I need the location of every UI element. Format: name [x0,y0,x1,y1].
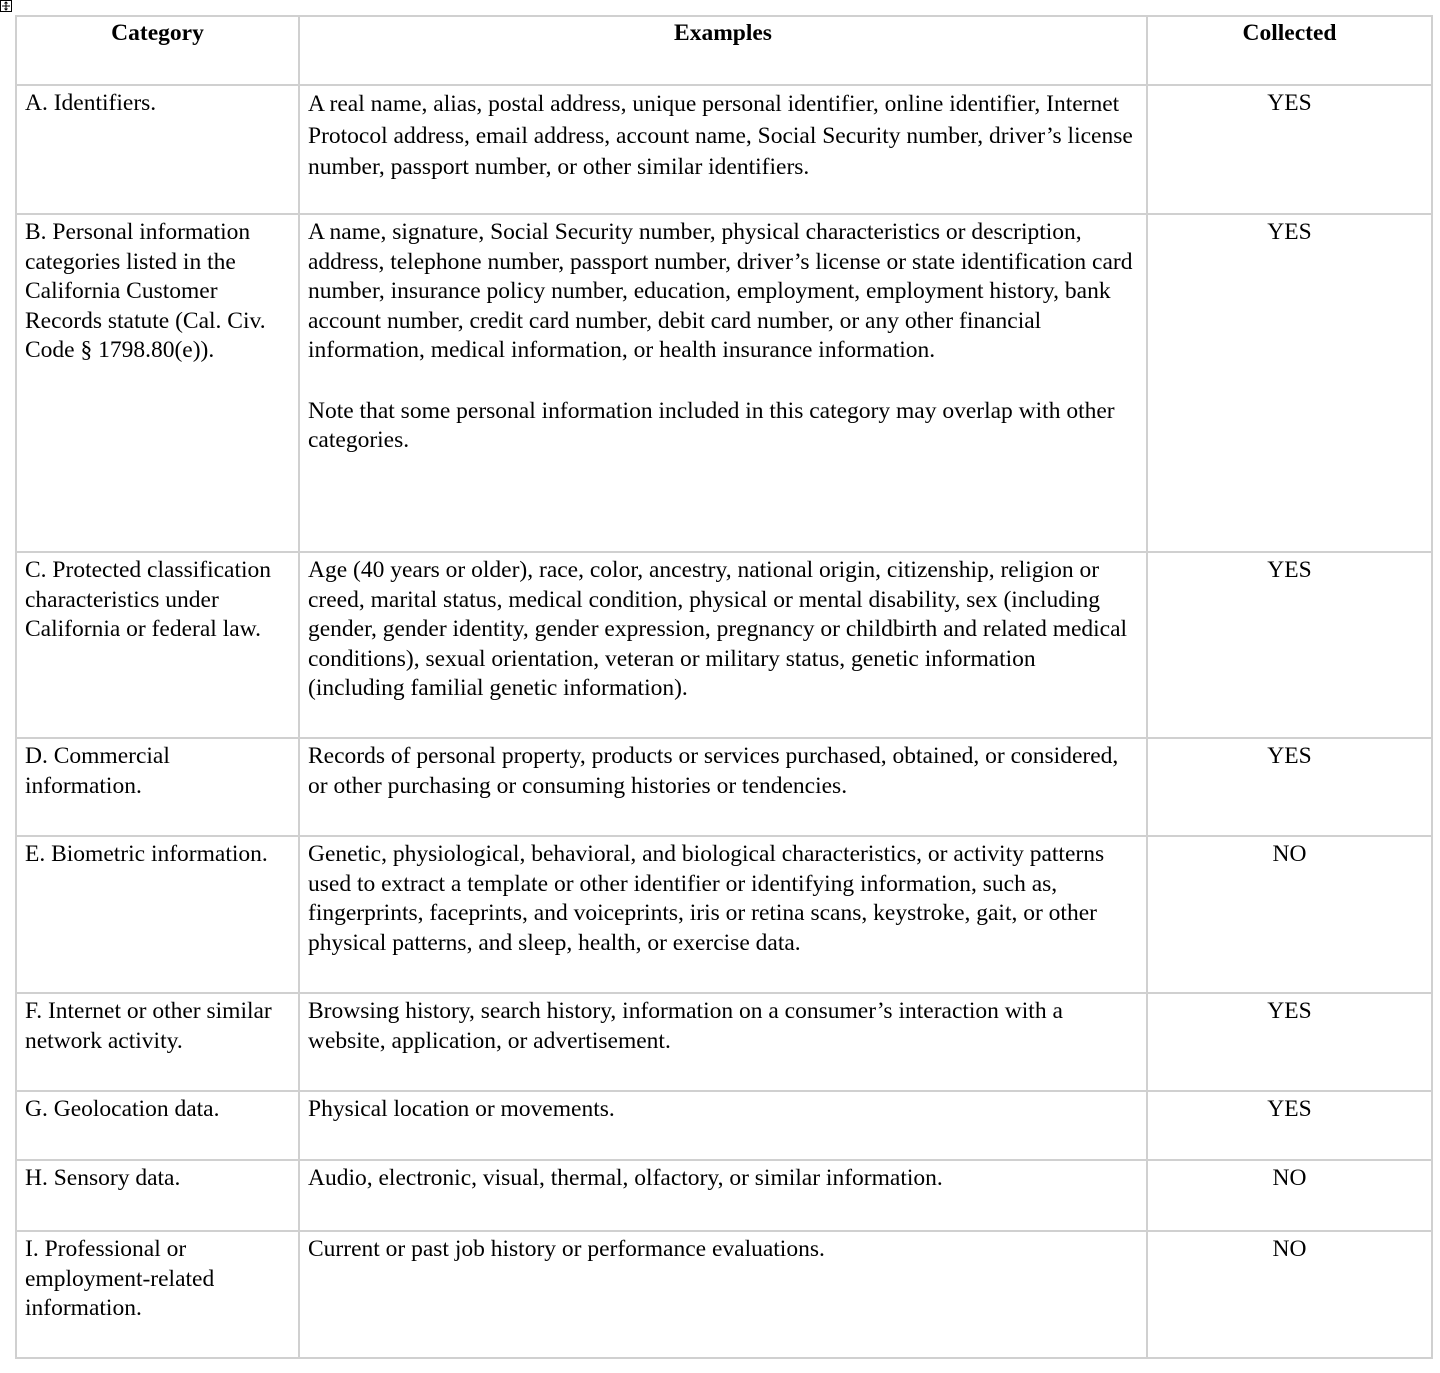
table-row [16,1091,1432,1160]
move-arrows-icon [1,1,11,11]
table-row [16,552,1432,738]
examples-cell [299,214,1147,552]
category-cell: E. Biometric information. [16,836,299,993]
examples-text: Records of personal property, products or services purchased, obtained, or considered, or other purchasing or consuming histories or tendencies. [308,743,1119,799]
examples-text: A name, signature, Social Security number, physical characteristics or description, address, telephone number, passport number, driver’s license or state identification card number, insurance policy number, education, employment, employment history, bank account number, credit card number, debit card number, or any other financial information, medical information, or health insurance information. [308,219,1133,363]
table-header-row [16,16,1432,85]
collected-cell: YES [1147,738,1432,836]
category-cell: I. Professional or employment-related information. [16,1231,299,1358]
examples-note: Note that some personal information included in this category may overlap with other categories. [308,397,1115,453]
collected-cell: NO [1147,836,1432,993]
examples-text: Browsing history, search history, information on a consumer’s interaction with a website, application, or advertisement. [308,998,1063,1054]
header-examples: Examples [299,16,1147,85]
header-collected: Collected [1147,16,1432,85]
category-cell: H. Sensory data. [16,1160,299,1231]
examples-cell [299,85,1147,214]
collected-cell: YES [1147,85,1432,214]
examples-text: Genetic, physiological, behavioral, and biological characteristics, or activity patterns used to extract a template or other identifier or identifying information, such as, fingerprints, faceprints, and voiceprints, iris or retina scans, keystroke, gait, or other physical patterns, and sleep, health, or exercise data. [308,841,1105,956]
category-cell: D. Commercial information. [16,738,299,836]
table-row [16,738,1432,836]
collected-cell: NO [1147,1231,1432,1358]
examples-text: Audio, electronic, visual, thermal, olfactory, or similar information. [308,1165,943,1191]
category-cell: C. Protected classification characteristics under California or federal law. [16,552,299,738]
table-row [16,993,1432,1091]
examples-cell [299,552,1147,738]
category-cell: B. Personal information categories listed in the California Customer Records statute (Cal. Civ. Code § 1798.80(e)). [16,214,299,552]
category-cell: F. Internet or other similar network activity. [16,993,299,1091]
collected-cell: YES [1147,214,1432,552]
examples-text: A real name, alias, postal address, unique personal identifier, online identifier, Internet Protocol address, email address, account name, Social Security number, driver’s license number, passport number, or other similar identifiers. [308,91,1133,180]
category-cell: A. Identifiers. [16,85,299,214]
table-row [16,836,1432,993]
examples-cell [299,738,1147,836]
category-cell: G. Geolocation data. [16,1091,299,1160]
personal-info-categories-table [15,15,1433,1359]
examples-cell [299,1091,1147,1160]
collected-cell: YES [1147,552,1432,738]
examples-text: Current or past job history or performance evaluations. [308,1236,825,1262]
examples-cell [299,993,1147,1091]
examples-text: Age (40 years or older), race, color, ancestry, national origin, citizenship, religion or creed, marital status, medical condition, physical or mental disability, sex (including gender, gender identity, gender expression, pregnancy or childbirth and related medical conditions), sexual orientation, veteran or military status, genetic information (including familial genetic information). [308,557,1128,701]
collected-cell: NO [1147,1160,1432,1231]
examples-cell [299,836,1147,993]
header-category: Category [16,16,299,85]
collected-cell: YES [1147,1091,1432,1160]
collected-cell: YES [1147,993,1432,1091]
table-row [16,214,1432,552]
table-row [16,1231,1432,1358]
examples-text: Physical location or movements. [308,1096,615,1122]
table-move-handle[interactable] [0,0,12,12]
examples-cell [299,1160,1147,1231]
table-row [16,85,1432,214]
examples-cell [299,1231,1147,1358]
table-row [16,1160,1432,1231]
